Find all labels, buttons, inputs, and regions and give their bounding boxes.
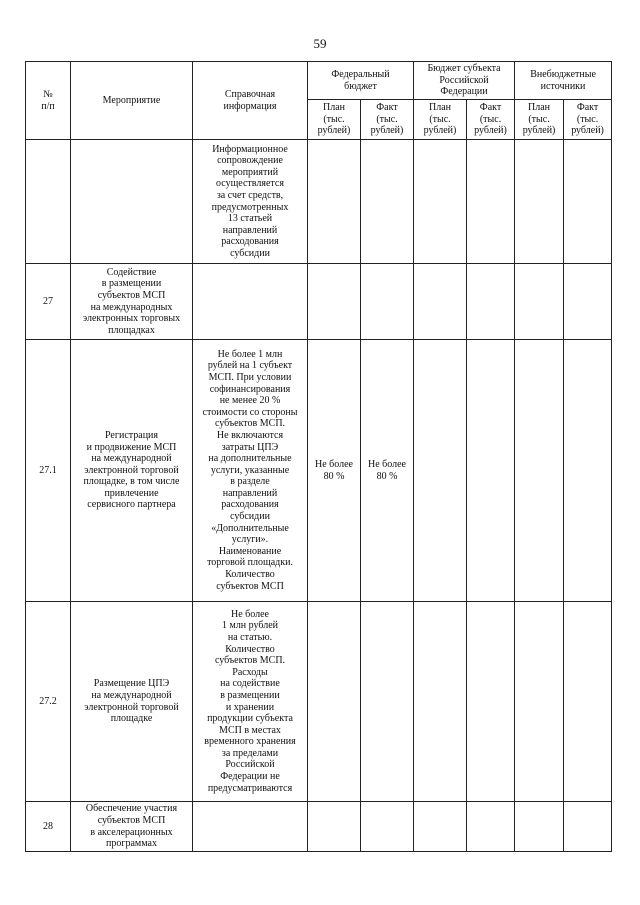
row-off-plan — [515, 802, 564, 852]
row-event — [71, 140, 193, 264]
header-num: № п/п — [26, 62, 71, 140]
row-fed-fact: Не более 80 % — [361, 340, 414, 602]
header-event: Мероприятие — [71, 62, 193, 140]
table-row — [26, 264, 612, 340]
row-off-plan — [515, 140, 564, 264]
header-fed-plan: План (тыс. рублей) — [308, 100, 361, 140]
row-off-fact — [564, 802, 612, 852]
row-num — [26, 140, 71, 264]
row-reg-plan — [414, 140, 467, 264]
row-fed-fact — [361, 602, 414, 802]
header-offbudget: Внебюджетные источники — [515, 62, 612, 100]
row-fed-plan — [308, 140, 361, 264]
header-fed-fact: Факт (тыс. рублей) — [361, 100, 414, 140]
row-info: Не более 1 млн рублей на 1 субъект МСП. При условии софинансирования не менее 20 % стоимости со стороны субъектов МСП. Не включаются затраты ЦПЭ на дополнительные услуги, указанные в разделе направлений расходования субсидии «Дополнительные услуги». Наименование торговой площадки. Количество субъектов МСП — [193, 340, 308, 602]
row-off-fact — [564, 602, 612, 802]
funding-table — [25, 61, 612, 852]
header-off-fact: Факт (тыс. рублей) — [564, 100, 612, 140]
row-off-fact — [564, 140, 612, 264]
row-reg-fact — [467, 140, 515, 264]
row-fed-plan — [308, 264, 361, 340]
row-off-plan — [515, 602, 564, 802]
header-reg-plan: План (тыс. рублей) — [414, 100, 467, 140]
row-info — [193, 802, 308, 852]
row-num: 27.1 — [26, 340, 71, 602]
row-num: 27 — [26, 264, 71, 340]
header-row-1 — [26, 62, 612, 100]
table-row — [26, 340, 612, 602]
row-event: Размещение ЦПЭ на международной электронной торговой площадке — [71, 602, 193, 802]
row-off-plan — [515, 264, 564, 340]
row-event: Регистрация и продвижение МСП на международной электронной торговой площадке, в том числе привлечение сервисного партнера — [71, 340, 193, 602]
row-off-fact — [564, 264, 612, 340]
table-row — [26, 802, 612, 852]
row-reg-fact — [467, 340, 515, 602]
table-row — [26, 140, 612, 264]
row-event: Содействие в размещении субъектов МСП на международных электронных торговых площадках — [71, 264, 193, 340]
row-reg-plan — [414, 340, 467, 602]
row-reg-fact — [467, 264, 515, 340]
row-off-fact — [564, 340, 612, 602]
header-info: Справочная информация — [193, 62, 308, 140]
header-regional: Бюджет субъекта Российской Федерации — [414, 62, 515, 100]
row-fed-plan — [308, 802, 361, 852]
row-info: Информационное сопровождение мероприятий осуществляется за счет средств, предусмотренных 13 статьей направлений расходования субсидии — [193, 140, 308, 264]
header-off-plan: План (тыс. рублей) — [515, 100, 564, 140]
row-num: 28 — [26, 802, 71, 852]
row-event: Обеспечение участия субъектов МСП в акселерационных программах — [71, 802, 193, 852]
row-reg-plan — [414, 264, 467, 340]
row-reg-plan — [414, 802, 467, 852]
table-row — [26, 602, 612, 802]
row-fed-plan: Не более 80 % — [308, 340, 361, 602]
row-fed-plan — [308, 602, 361, 802]
row-reg-fact — [467, 602, 515, 802]
page-number: 59 — [313, 36, 327, 51]
row-fed-fact — [361, 802, 414, 852]
row-info — [193, 264, 308, 340]
row-info: Не более 1 млн рублей на статью. Количество субъектов МСП. Расходы на содействие в размещении и хранении продукции субъекта МСП в местах временного хранения за пределами Российской Федерации не предусматриваются — [193, 602, 308, 802]
header-reg-fact: Факт (тыс. рублей) — [467, 100, 515, 140]
row-reg-plan — [414, 602, 467, 802]
row-fed-fact — [361, 140, 414, 264]
row-off-plan — [515, 340, 564, 602]
header-federal: Федеральный бюджет — [308, 62, 414, 100]
row-num: 27.2 — [26, 602, 71, 802]
row-fed-fact — [361, 264, 414, 340]
row-reg-fact — [467, 802, 515, 852]
